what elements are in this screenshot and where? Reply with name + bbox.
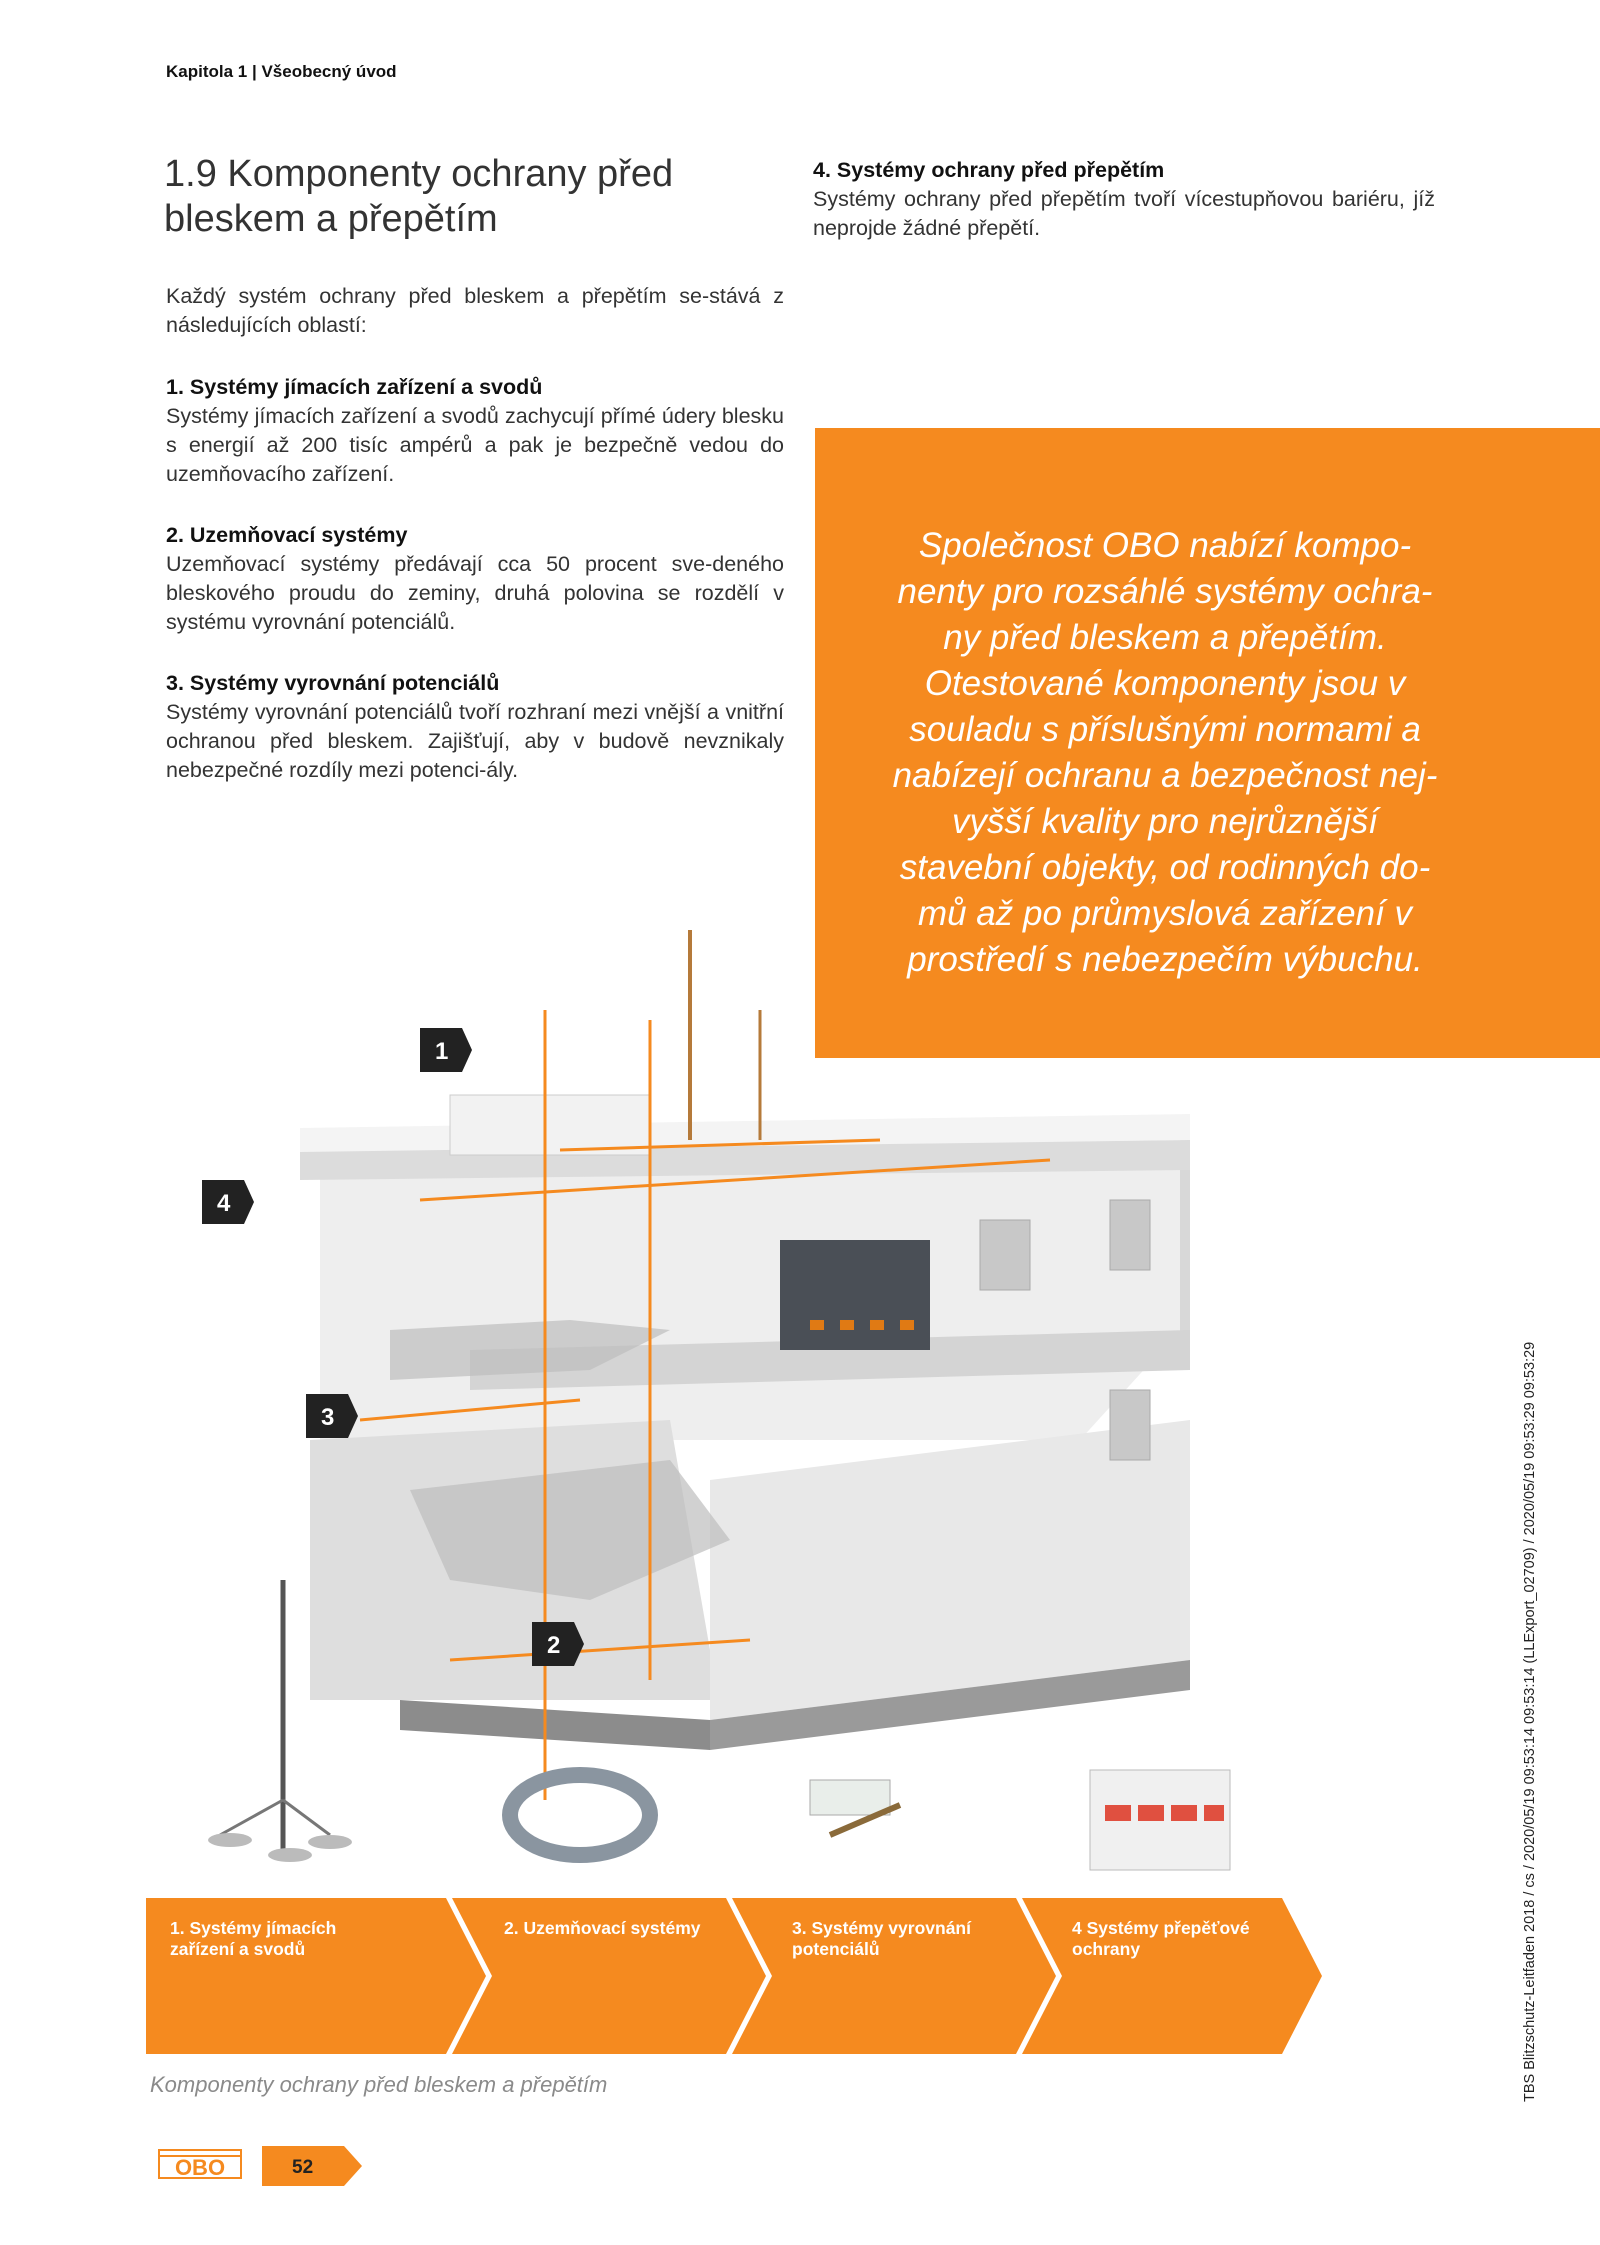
badge-4 bbox=[202, 1180, 254, 1224]
page-title-line1: 1.9 Komponenty ochrany před bbox=[164, 153, 674, 195]
chevron-banner bbox=[146, 1898, 1322, 2054]
section-text: Systémy ochrany před přepětím tvoří vícestupňovou bariéru, jíž neprojde žádné přepětí. bbox=[813, 187, 1435, 240]
quote-line: vyšší kvality pro nejrůznější bbox=[952, 802, 1378, 841]
chevron-step-4-line1: 4 Systémy přepěťové bbox=[1072, 1918, 1250, 1938]
quote-line: mů až po průmyslová zařízení v bbox=[917, 894, 1413, 933]
section-air-termination bbox=[166, 373, 784, 489]
quote-line: nenty pro rozsáhlé systémy ochra- bbox=[897, 572, 1433, 611]
section-text: Uzemňovací systémy předávají cca 50 procent sve-deného bleskového proudu do zeminy, druhá polovina se rozdělí v systému vyrovnání potenciálů. bbox=[166, 552, 784, 634]
section-surge-protection bbox=[813, 156, 1435, 243]
section-text: Systémy vyrovnání potenciálů tvoří rozhraní mezi vnější a vnitřní ochranou před bleskem. Zajišťují, aby v budově nevznikaly nebezpečné rozdíly mezi potenci-ály. bbox=[166, 700, 784, 782]
chevron-step-2-line1: 2. Uzemňovací systémy bbox=[504, 1918, 701, 1938]
chevron-step-4-line2: ochrany bbox=[1072, 1939, 1141, 1959]
svg-text:2: 2 bbox=[547, 1632, 561, 1659]
chapter-header: Kapitola 1 | Všeobecný úvod bbox=[166, 62, 397, 81]
svg-text:1: 1 bbox=[435, 1038, 449, 1065]
section-heading: 1. Systémy jímacích zařízení a svodů bbox=[166, 375, 543, 399]
page-title-line2: bleskem a přepětím bbox=[164, 198, 498, 240]
badge-3 bbox=[306, 1394, 358, 1438]
section-heading: 4. Systémy ochrany před přepětím bbox=[813, 158, 1165, 182]
chevron-step-1 bbox=[146, 1898, 486, 2054]
quote-line: nabízejí ochranu a bezpečnost nej- bbox=[892, 756, 1438, 795]
badge-1 bbox=[420, 1028, 472, 1072]
page-title bbox=[164, 152, 724, 242]
section-heading: 2. Uzemňovací systémy bbox=[166, 523, 408, 547]
chevron-step-3-line2: potenciálů bbox=[792, 1939, 880, 1959]
side-print-info: TBS Blitzschutz-Leitfaden 2018 / cs / 2020/05/19 09:53:14 09:53:14 (LLExport_02709) / 2020/05/19 09:53:29 09:53:29 bbox=[1522, 1341, 1538, 2102]
chevron-step-1-line1: 1. Systémy jímacích bbox=[170, 1918, 337, 1938]
section-equipotential bbox=[166, 669, 784, 785]
page-number-tab bbox=[262, 2146, 362, 2186]
quote-line: ny před bleskem a přepětím. bbox=[943, 618, 1387, 657]
section-heading: 3. Systémy vyrovnání potenciálů bbox=[166, 671, 500, 695]
badge-2 bbox=[532, 1622, 584, 1666]
chevron-step-3-line1: 3. Systémy vyrovnání bbox=[792, 1918, 971, 1938]
section-text: Systémy jímacích zařízení a svodů zachycují přímé údery blesku s energií až 200 tisíc ampérů a pak je bezpečně vedou do uzemňovacího zařízení. bbox=[166, 404, 784, 486]
svg-text:4: 4 bbox=[217, 1190, 231, 1217]
equipotential-bar-image bbox=[810, 1780, 900, 1835]
obo-logo-text: OBO bbox=[174, 2155, 226, 2180]
obo-logo bbox=[158, 2148, 242, 2180]
chevron-step-4 bbox=[1022, 1898, 1322, 2054]
intro-paragraph: Každý systém ochrany před bleskem a přepětím se-stává z následujících oblastí: bbox=[166, 284, 784, 337]
building-illustration bbox=[150, 900, 1440, 1900]
quote-line: stavební objekty, od rodinných do- bbox=[899, 848, 1431, 887]
figure-caption: Komponenty ochrany před bleskem a přepětím bbox=[150, 2072, 608, 2097]
quote-line: prostředí s nebezpečím výbuchu. bbox=[907, 940, 1423, 979]
earthing-strip-image bbox=[510, 1775, 650, 1855]
surge-arrester-image bbox=[1090, 1770, 1230, 1870]
quote-line: souladu s příslušnými normami a bbox=[909, 710, 1421, 749]
chevron-step-3 bbox=[732, 1898, 1056, 2054]
page-number: 52 bbox=[292, 2157, 314, 2178]
svg-text:3: 3 bbox=[321, 1404, 335, 1431]
chevron-step-1-line2: zařízení a svodů bbox=[170, 1939, 306, 1959]
chevron-step-2 bbox=[452, 1898, 766, 2054]
quote-line: Otestované komponenty jsou v bbox=[924, 664, 1406, 703]
quote-line: Společnost OBO nabízí kompo- bbox=[918, 526, 1412, 565]
section-earthing bbox=[166, 521, 784, 637]
